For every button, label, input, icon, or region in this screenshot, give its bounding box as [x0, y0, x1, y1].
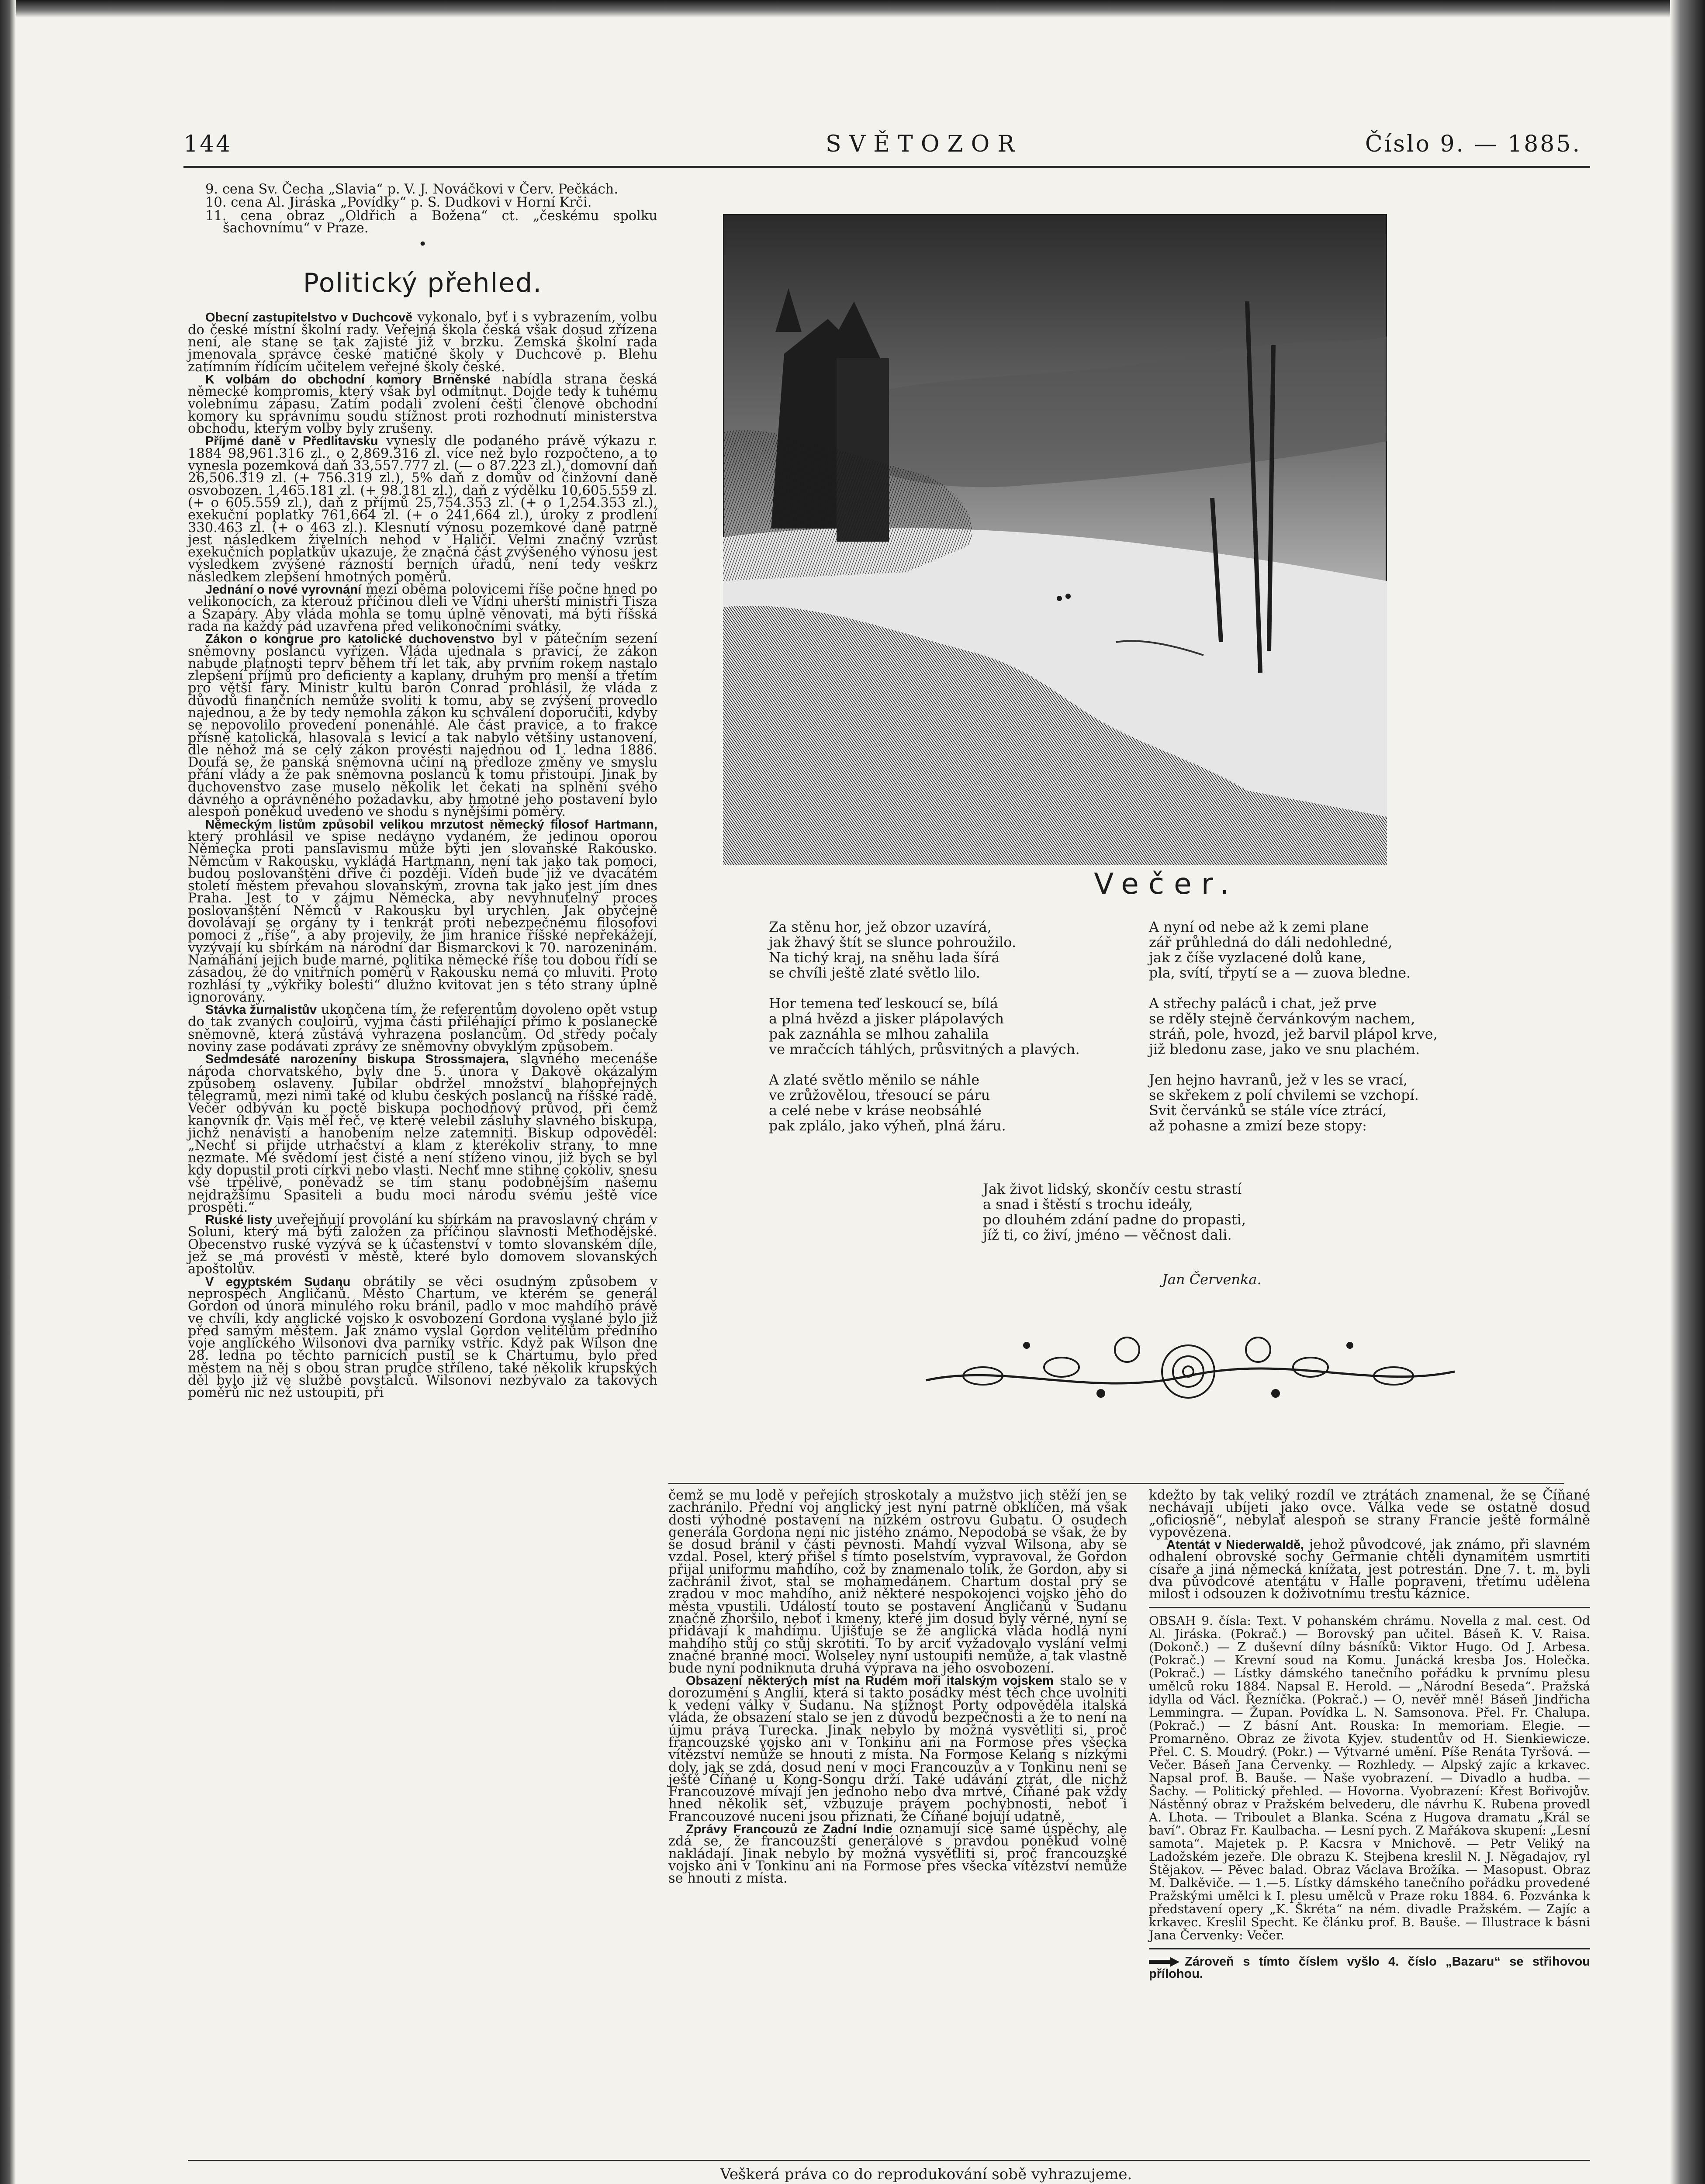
article-lead: Ruské listy	[205, 1213, 273, 1227]
poem-stanza	[769, 1072, 1110, 1133]
poem-line: A střechy paláců i chat, jež prve	[1149, 995, 1377, 1012]
poem-stanza	[983, 1182, 1332, 1243]
poem-line: až pohasne a zmizí beze stopy:	[1149, 1117, 1367, 1134]
poem-title: Večer.	[1094, 867, 1239, 901]
winter-evening-engraving	[723, 214, 1387, 865]
poem-stanza	[769, 919, 1110, 981]
article-paragraph	[1149, 1539, 1590, 1600]
article-lead: V egyptském Sudanu	[205, 1275, 351, 1289]
issue-number: Číslo 9. — 1885.	[1365, 131, 1581, 157]
contents-rule	[1149, 1607, 1590, 1608]
poem-right-stanzas	[1149, 919, 1490, 1149]
poem-line: a snad i štěstí s trochu ideály,	[983, 1196, 1193, 1213]
prize-item: 10. cena Al. Jiráska „Povídky“ p. S. Dudkovi v Horní Krči.	[205, 195, 592, 211]
right-articles	[1149, 1489, 1590, 1601]
section-heading-politics: Politický přehled.	[303, 268, 543, 299]
page-number: 144	[183, 131, 232, 157]
article-text: obrátily se věci osudným způsobem v neprospěch Angličanů. Město Chartum, ve kterém se generál Gordon od února minulého roku bránil, padlo v moc mahdího právě ve chvíli, kdy anglické vojsko k osvobození Gordona vyslané bylo již před samým městem. Jak známo vyslal Gordon velitelům předního voje anglického Wilsonovi dva parníky vstříc. Když pak Wilson dne 28. ledna po těchto parnících pustil se k Chartumu, bylo před městem na něj s obou stran prudce stříleno, také několik krupských děl bylo již ve službě povstalců. Wilsonovi nezbývalo za takových poměrů nic než ustoupiti, při	[188, 1274, 657, 1401]
article-text: vynesly dle podaného právě výkazu r. 1884 98,961.316 zl., o 2,869.316 zl. více než bylo rozpočteno, a to vynesla pozemková daň 33,557.777 zl. (— o 87.223 zl.), domovní daň 26,506.319 zl. (+ 756.319 zl.), 5% daň z domův od činžovní daně osvobozen. 1,465.181 zl. (+ 98.181 zl.), daň z výdělku 10,605.559 zl. (+ o 605.559 zl.), daň z příjmů 25,754.353 zl. (+ o 1,254.353 zl.), exekuční poplatky 761,664 zl. (+ o 241,664 zl.), úroky z prodlení 330.463 zl. (+ o 463 zl.). Klesnutí výnosu pozemkové daně patrně jest následkem živelních nehod v Haliči. Velmi značný vzrůst exekučních poplatkův ukazuje, že značná část zvýšeného výnosu jest výsledkem zvýšené rázností berních úřadů, není tedy veskrz následkem zlepšení hmotných poměrů.	[188, 433, 657, 585]
article-lead: Stávka žurnalistův	[205, 1003, 317, 1017]
article-paragraph	[188, 1276, 657, 1400]
article-lead: Atentát v Niederwaldě,	[1166, 1538, 1304, 1552]
poem-line: a celé nebe v kráse neobsáhlé	[769, 1102, 982, 1119]
article-paragraph	[188, 311, 657, 373]
header-rule	[183, 166, 1590, 168]
article-text: stalo se v dorozumění s Anglií, která si takto posádky mést těch chce uvolniti k vedení války v Sudanu. Na stížnost Porty odpověděla italská vláda, že obsazení stalo se jen z důvodů bezpečnosti a že to není na újmu práva Turecka. Jinak nebylo by možná vysvětliti si, proč francouzské vojsko ani v Tonkinu ani na Formose přes všecka vítězství nemůže se hnouti z místa. Na Formose Kelang s nízkými doly, jak se zdá, dosud není v moci Francouzův a v Tonkinu není se ještě Číňané u Kong-Songu drží. Také udávání ztrát, dle nichž Francouzové mívají jen jednoho nebo dva mrtvé, Číňané pak vždy hned několik set, vzbuzuje právem pochybnosti, neboť i Francouzové nuceni jsou přiznati, že Číňané bojují udatně,	[668, 1673, 1127, 1825]
article-paragraph	[188, 584, 657, 633]
poem-line: jíž ti, co živí, jméno — věčnost dali.	[983, 1227, 1232, 1243]
politics-article	[188, 311, 657, 1399]
poem-stanza	[1149, 996, 1490, 1057]
article-text: ukončena tím, že referentům dovoleno opět vstup do tak zvaných couloirů, vyjma části přiléhající přímo k poslanecké sněmovně, která zůstává vyhrazena poslancům. Od středy počaly noviny zase podávati zprávy ze sněmovny obvyklým způsobem.	[188, 1002, 658, 1054]
middle-column	[668, 1489, 1127, 2153]
poem-line: Hor temena teď leskoucí se, bílá	[769, 995, 998, 1012]
article-lead: Příjmé daně v Předlitavsku	[205, 434, 378, 449]
article-lead: K volbám do obchodní komory Brněnské	[205, 372, 491, 387]
article-lead: Obsazení některých míst na Rudém moři italským vojskem	[686, 1674, 1054, 1688]
article-text: čemž se mu lodě v peřejích stroskotaly a mužstvo jich stěží jen se zachránilo. Přední voj anglický jest nyní patrně obklíčen, má však dosti výhodné postavení na nízkém ostrovu Gubatu. O osudech generála Gordona není nic jistého známo. Nepodobá se však, že by se dosud bránil v části pevnosti. Mahdí vyzval Wilsona, aby se vzdal. Posel, který přišel s tímto poselstvím, vypravoval, že Gordon přijal uniformu mahdího, což by znamenalo tolik, že Gordon, aby si zachránil život, stal se mohamedánem. Chartum dostal prý se zradou v moc mahdího, aniž některé nespokojenci vojsko jeho do města vpustili. Událostí touto se postavení Angličanů v Sudanu značně zhoršilo, neboť i kmeny, které jim dosud byly věrné, nyní se přidávají k mahdímu. Ujišťuje se že anglická vláda hodlá nyní mahdího stůj co stůj skrotiti. To by arciť vyžadovalo vyslání velmi značné branné moci. Wolseley nyní ustoupiti nemůže, a tak vlastně bude nyní podniknuta druhá výprava na jeho osvobození.	[668, 1488, 1127, 1676]
article-paragraph	[188, 633, 657, 818]
article-lead: Jednání o nové vyrovnání	[205, 583, 362, 597]
poem-stanza	[769, 996, 1110, 1057]
poem-line: ve zrůžovělou, třesoucí se páru	[769, 1087, 990, 1103]
poem-line: Za stěnu hor, jež obzor uzavírá,	[769, 919, 992, 935]
pointing-hand-icon	[1149, 1957, 1179, 1967]
poem-line: A nyní od nebe až k zemi plane	[1149, 919, 1369, 935]
prize-item: 9. cena Sv. Čecha „Slavia“ p. V. J. Nováčkovi v Červ. Pečkách.	[205, 182, 619, 197]
poem-line: Svit červánků se stále více ztrácí,	[1149, 1102, 1387, 1119]
article-paragraph	[668, 1489, 1127, 1675]
prize-list	[188, 183, 657, 235]
article-text: který prohlásil ve spise nedávno vydaném, že jedinou oporou Německa proti panslavismu může býti jen slovanské Rakousko. Němcům v Rakousku, vykládá Hartmann, není tak jako tak pomoci, budou poslovanštěni dříve či později. Vídeň bude již ve dvacátém století městem převahou slovanským, zrovna tak jako jest jím dnes Praha. Jest to v zájmu Německa, aby nevyhnutelný proces poslovanštění Němců v Rakousku byl urychlen. Jak obyčejně dovolávají se orgány ty i tenkrát proti nebezpečnému filosofovi pomoci z „říše“, a aby projevily, že jim hranice říšské nepřekážejí, vyzývají ku sbírkám na národní dar Bismarckovi k 70. narozeninám. Namáhání jejich bude marné, politika německé říše tou dobou řídí se zásadou, že do vnitřních poměrů v Rakousku nemá co mluviti. Proto rozhlásí ty „výkřiky bolesti“ dlužno kvitovat jen s této strany úplně ignorovány.	[188, 829, 657, 1005]
poem-line: Jak život lidský, skončív cestu strastí	[983, 1181, 1242, 1197]
poem-line: se rděly stejně červánkovým nachem,	[1149, 1010, 1415, 1027]
poem-line: se skřekem z polí chvilemi se vzchopí.	[1149, 1087, 1419, 1103]
periodical-title: SVĚTOZOR	[826, 131, 1023, 157]
poem-line: pla, svítí, třpytí se a — zuova bledne.	[1149, 964, 1411, 981]
article-text: slavného mecenáše národa chorvatského, byly dne 5. února v Ďakově okázalým způsobem oslaveny. Jubilar obdržel množství blahopřejných telegramů, mezi nimi také od klubu českých poslanců na říšské radě. Večer odbýván ku poctě biskupa pochodňový průvod, při čemž kanovník dr. Vais měl řeč, ve které velebil zásluhy slavného biskupa, jichž nenávistí a hanobením nelze zatemniti. Biskup odpověděl: „Nechť si přijde utrhačství a klam z kterékoliv strany, to mne nezmate. Mé svědomí jest čisté a není stíženo vinou, již bych se byl kdy dopustil proti církvi nebo vlasti. Nechť mne stihne cokoliv, snesu vše trpělivě, poněvadž se tím stanu podobnějším našemu nejdražšímu Spasiteli a budu moci národu svému ještě více prospěti.“	[188, 1051, 658, 1215]
article-text: mezi oběma polovicemi říše počne hned po velikonocích, za kterouž příčinou dleli ve Vídni uherští ministři Tisza a Szapáry. Aby vláda mohla se tomu úplně věnovati, má býti říšská rada na každý pád uzavřena před velikonočními svátky.	[188, 582, 657, 634]
poem-line: se chvíli ještě zlaté světlo lilo.	[769, 964, 980, 981]
poem-stanza	[1149, 1072, 1490, 1133]
article-text: oznamují sice samé úspěchy, ale zdá se, že francouzští generálové s pravdou poněkud volně nakládají. Jinak nebylo by možná vysvětliti si, proč francouzské vojsko ani v Tonkinu ani na Formose přes všecka vítězství nemůže se hnouti z místa.	[668, 1821, 1127, 1887]
ornament-rule	[668, 1483, 1564, 1484]
page-header	[183, 131, 1581, 166]
poem-left-stanzas	[769, 919, 1110, 1149]
article-paragraph	[1149, 1489, 1590, 1539]
poem-author: Jan Červenka.	[1162, 1271, 1262, 1288]
footer-rule	[188, 2160, 1590, 2161]
poem-line: po dlouhém zdání padne do propasti,	[983, 1211, 1246, 1228]
issue-contents: OBSAH 9. čísla: Text. V pohanském chrámu. Novella z mal. cest. Od Al. Jiráska. (Pokrač.) — Borovský pan učitel. Báseň K. V. Raisa. (Dokonč.) — Z duševní dílny básníků: Viktor Hugo. Od J. Arbesa. (Pokrač.) — Krevní soud na Komu. Junácká kresba Jos. Holečka. (Pokrač.) — Lístky dámského tanečního pořádku k prvnímu plesu umělců roku 1884. Napsal E. Herold. — „Národní Beseda“. Pražská idylla od Václ. Řezníčka. (Pokrač.) — O, nevěř mně! Báseň Jindřicha Lemmingra. — Župan. Povídka L. N. Samsonova. Přel. Fr. Chalupa. (Pokrač.) — Z básní Ant. Rouska: In memoriam. Elegie. — Promarněno. Obraz ze života Kyjev. studentův od H. Sienkiewicze. Přel. C. S. Moudrý. (Pokr.) — Výtvarné umění. Píše Renáta Tyršová. — Večer. Báseň Jana Červenky. — Rozhledy. — Alpský zajíc a krkavec. Napsal prof. B. Bauše. — Naše vyobrazení. — Divadlo a hudba. — Šachy. — Politický přehled. — Hovorna. Vyobrazení: Křest Bořivojův. Nástěnný obraz v Pražském belvederu, dle návrhu K. Rubena provedl A. Lhota. — Triboulet a Blanka. Scéna z Hugova dramatu „Král se baví“. Obraz Fr. Kaulbacha. — Lesní pych. Z Mařákova skupení: „Lesní samota“. Majetek p. P. Kacsra v Mnichově. — Petr Veliký na Ladožském jezeře. Dle obrazu K. Stejbena kreslil N. J. Něgadajov, ryl Štějakov. — Pěvec balad. Obraz Václava Brožíka. — Masopust. Obraz M. Dalkěviče. — 1.—5. Lístky dámského tanečního pořádku provedené Pražskými umělci k I. plesu umělců v Praze roku 1884. 6. Pozvánka k představení opery „K. Škréta“ na ném. divadle Pražském. — Zajíc a krkavec. Kreslil Specht. Ke článku prof. B. Bauše. — Illustrace k básni Jana Červenky: Večer.	[1149, 1613, 1590, 1942]
bazar-notice-text: Zároveň s tímto číslem vyšlo 4. číslo „Bazaru“ se střihovou přílohou.	[1149, 1954, 1590, 1981]
article-paragraph	[668, 1675, 1127, 1823]
separator-dot: •	[418, 235, 427, 253]
notice-rule	[1149, 1948, 1590, 1949]
left-column	[188, 183, 657, 2149]
poem-line: jak z číše vyzlacené dolů kane,	[1149, 949, 1366, 966]
article-text: vykonalo, byť i s vybrazením, volbu do české místní školní rady. Veřejná škola česká však dosud zřízena není, ale stane se tak zajisté již v brzku. Zemská školní rada jmenovala správce české matičné školy v Duchcově p. Blehu zatímním řídicím učitelem veřejné školy české.	[188, 310, 657, 375]
poem-line: pak zaznáhla se mlhou zahalila	[769, 1026, 989, 1042]
article-text: uveřejňují provolání ku sbírkám na pravoslavný chrám v Soluni, který má býti založen za příčinou slavnosti Methodějské. Obecenstvo ruské vyzývá se k účastenství v tomto slovanském díle, jež se má provésti v městě, které bylo domovem slovanských apoštolův.	[188, 1212, 657, 1277]
article-paragraph	[188, 373, 657, 435]
right-column	[1149, 1489, 1590, 2153]
poem-line: jak žhavý štít se slunce pohroužilo.	[769, 934, 1017, 950]
poem-line: a plná hvězd a jisker plápolavých	[769, 1010, 1004, 1027]
article-lead: Sedmdesáté narozeniny biskupa Strossmajera,	[205, 1052, 509, 1067]
bazar-notice	[1149, 1956, 1590, 1980]
page-scan-edge-right	[1670, 0, 1705, 2184]
page-scan-edge-left	[0, 0, 16, 2184]
poem-final-stanza	[983, 1182, 1332, 1258]
article-paragraph	[188, 1053, 657, 1214]
poem-line: Na tichý kraj, na sněhu lada šírá	[769, 949, 1000, 966]
article-paragraph	[188, 435, 657, 584]
poem-line: A zlaté světlo měnilo se náhle	[769, 1071, 980, 1088]
article-text: jehož původcové, jak známo, při slavném odhalení obrovské sochy Germanie chtěli dynamitem usmrtiti císaře a jiná německá knížata, jest potrestán. Dne 7. t. m. byli dva původcové atentátu v Halle popraveni, třetímu udělena milost i odsouzen k doživotnímu trestu káznice.	[1149, 1537, 1591, 1602]
article-text: kdežto by tak veliký rozdíl ve ztrátách znamenal, že se Číňané nechávají ubíjeti jako ovce. Válka vede se ostatně dosud „oficiosně“, nebylať alespoň se strany Francie ještě formálně vypovězena.	[1149, 1488, 1590, 1540]
page-scan-edge-top	[0, 0, 1705, 17]
poem-line: Jen hejno havranů, jež v les se vrací,	[1149, 1071, 1408, 1088]
article-paragraph	[188, 819, 657, 1004]
article-text: nabídla strana česká německé kompromis, který však byl odmítnut. Dojde tedy k tuhému volebnímu zápasu. Zatím podali zvolení češti členové obchodní komory ku správnímu soudu stížnost proti rozhodnutí ministerstva obchodu, kterým volby byly zrušeny.	[188, 371, 657, 437]
article-text: byl v pátečním sezení sněmovny poslanců vyřízen. Vláda ujednala s pravicí, že zákon nabude platnosti teprv během tří let tak, aby prvním rokem nastalo zlepšení příjmů pro deficienty a kaplany, druhým pro menší a třetím pro větší fary. Ministr kultu baron Conrad prohlásil, že vláda z důvodů finančních nemůže svoliti k tomu, aby se zvýšení provedlo najednou, a že by tedy nemohla zákon ku schválení doporučiti, kdyby se nepovolilo provedení ponenáhlé. Ale část pravice, a to frakce přísně katolická, hlasovala s levicí a tak nabylo většiny ustanovení, dle něhož má se celý zákon provésti najednou od 1. ledna 1886. Doufá se, že panská sněmovna učiní na předloze změny ve smyslu přání vlády a že pak sněmovna poslanců k tomu přistoupí. Jinak by duchovenstvo zase muselo několik let čekati na splnění svého dávného a oprávněného požadavku, aby hmotné jeho postavení bylo alespoň poněkud uvedeno ve shodu s nynějšími poměry.	[188, 631, 657, 820]
article-paragraph	[188, 1214, 657, 1275]
article-lead: Obecní zastupitelstvo v Duchcově	[205, 311, 413, 325]
poem-line: zář průhledná do dáli nedohledné,	[1149, 934, 1393, 950]
poem-line: pak zplálo, jako výheň, plná žáru.	[769, 1117, 1006, 1134]
article-lead: Zprávy Francouzů ze Zadní Indie	[686, 1822, 892, 1837]
prize-item: 11. cena obraz „Oldřich a Božena“ ct. „českému spolku šachovnímu“ v Praze.	[205, 208, 657, 236]
poem-line: stráň, pole, hvozd, jež barvil plápol krve,	[1149, 1026, 1438, 1042]
article-paragraph	[668, 1823, 1127, 1885]
article-paragraph	[188, 1004, 657, 1053]
article-lead: Německým listům způsobil velikou mrzutost německý filosof Hartmann,	[205, 817, 657, 832]
article-lead: Zákon o kongrue pro katolické duchovenstvo	[205, 632, 495, 646]
poem-line: ve mračcích táhlých, průsvitných a plavých.	[769, 1041, 1080, 1057]
poem-line: již bledonu zase, jako ve snu plachém.	[1149, 1041, 1420, 1057]
poem-stanza	[1149, 919, 1490, 981]
rights-notice: Veškerá práva co do reprodukování sobě vyhrazujeme.	[720, 2166, 1132, 2183]
floral-ornament	[917, 1319, 1463, 1424]
